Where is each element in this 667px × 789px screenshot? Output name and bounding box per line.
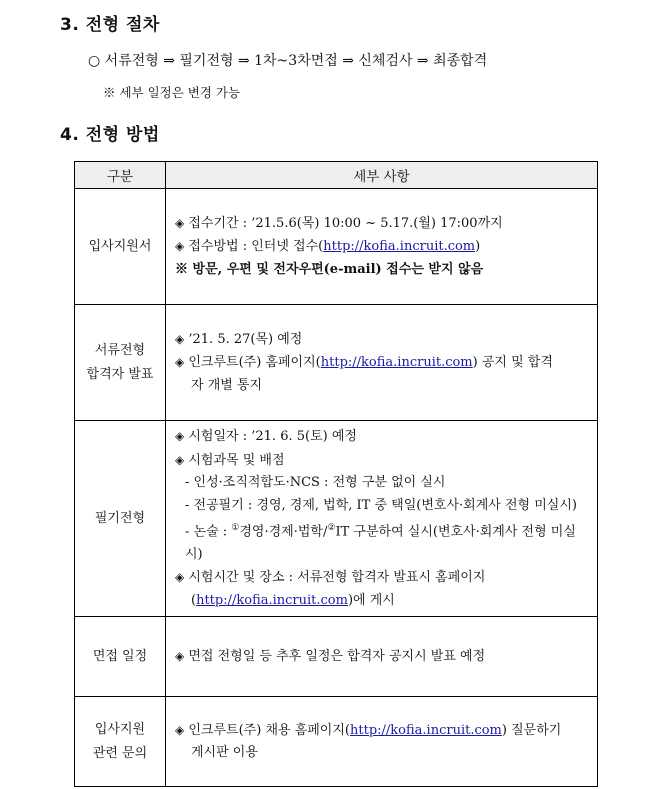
interview-schedule: 면접 전형일 등 추후 일정은 합격자 공지시 발표 예정 <box>188 649 486 665</box>
diamond-bullet-icon: ◈ <box>175 215 185 230</box>
result-date: ’21. 5. 27(목) 예정 <box>188 331 303 347</box>
text-fragment: ) 질문하기 <box>501 722 562 738</box>
subject-item: - 전공필기 : 경영, 경제, 법학, IT 중 택일(변호사·회계사 전형 미실시) <box>185 497 577 513</box>
table-row-inquiry <box>75 697 598 787</box>
text-fragment: ( <box>191 592 197 608</box>
diamond-bullet-icon: ◈ <box>175 239 185 254</box>
section-4-title: 4. 전형 방법 <box>60 125 160 145</box>
row-details <box>166 421 598 617</box>
row-details <box>166 697 598 787</box>
inquiry-text-cont: 게시판 이용 <box>191 745 258 761</box>
row-label-line: 합격자 발표 <box>86 366 154 382</box>
diamond-bullet-icon: ◈ <box>175 331 185 346</box>
text-fragment: - 논술 : <box>185 524 232 540</box>
table-row-document-result <box>75 305 598 421</box>
text-fragment: 경영·경제·법학/ <box>239 524 328 540</box>
table-row-written-test <box>75 421 598 617</box>
test-date: 시험일자 : ’21. 6. 5(토) 예정 <box>188 429 357 444</box>
schedule-note: ※ 세부 일정은 변경 가능 <box>103 85 241 100</box>
row-label: 입사지원서 <box>75 189 166 305</box>
application-period: 접수기간 : ’21.5.6(목) 10:00 ~ 5.17.(월) 17:00까지 <box>188 215 503 231</box>
header-category: 구분 <box>75 162 166 189</box>
text-fragment: ) <box>475 239 481 255</box>
row-label <box>75 305 166 421</box>
test-venue: 시험시간 및 장소 : 서류전형 합격자 발표시 홈페이지 <box>188 570 486 586</box>
diamond-bullet-icon: ◈ <box>175 429 185 443</box>
incruit-link[interactable]: http://kofia.incruit.com <box>196 592 348 608</box>
process-steps: ○ 서류전형 ⇒ 필기전형 ⇒ 1차~3차면접 ⇒ 신체검사 ⇒ 최종합격 <box>88 53 488 69</box>
table-row-interview <box>75 617 598 697</box>
text-fragment: IT 구분하여 실시(변호사·회계사 전형 미실시) <box>185 524 576 562</box>
row-details <box>166 305 598 421</box>
result-notice: 인크루트(주) 홈페이지( <box>188 355 321 371</box>
row-label-line: 서류전형 <box>94 342 146 358</box>
selection-method-table <box>74 161 598 787</box>
section-3-title: 3. 전형 절차 <box>60 15 160 35</box>
circled-number: ② <box>327 523 336 533</box>
application-method: 접수방법 : 인터넷 접수( <box>188 239 324 255</box>
table-row-application <box>75 189 598 305</box>
diamond-bullet-icon: ◈ <box>175 570 185 585</box>
text-fragment: ) 공지 및 합격 <box>472 355 553 371</box>
diamond-bullet-icon: ◈ <box>175 649 185 664</box>
row-label: 면접 일정 <box>75 617 166 697</box>
row-label-line: 입사지원 <box>94 721 146 737</box>
text-fragment: )에 게시 <box>347 592 395 608</box>
incruit-link[interactable]: http://kofia.incruit.com <box>323 239 476 255</box>
incruit-link[interactable]: http://kofia.incruit.com <box>320 355 473 371</box>
circled-number: ① <box>231 523 240 533</box>
incruit-link[interactable]: http://kofia.incruit.com <box>350 722 502 738</box>
application-notice: ※ 방문, 우편 및 전자우편(e-mail) 접수는 받지 않음 <box>175 261 484 277</box>
result-notice-cont: 자 개별 통지 <box>191 377 263 393</box>
inquiry-text: 인크루트(주) 채용 홈페이지( <box>188 722 350 738</box>
row-label: 필기전형 <box>75 421 166 617</box>
diamond-bullet-icon: ◈ <box>175 355 185 370</box>
table-header-row <box>75 162 598 189</box>
row-label-line: 관련 문의 <box>92 745 148 761</box>
diamond-bullet-icon: ◈ <box>175 722 185 737</box>
row-label <box>75 697 166 787</box>
row-details <box>166 189 598 305</box>
subject-item: - 인성·조직적합도·NCS : 전형 구분 없이 실시 <box>185 475 446 490</box>
row-details <box>166 617 598 697</box>
test-subjects: 시험과목 및 배점 <box>188 452 285 468</box>
header-details: 세부 사항 <box>166 162 598 189</box>
diamond-bullet-icon: ◈ <box>175 452 185 467</box>
